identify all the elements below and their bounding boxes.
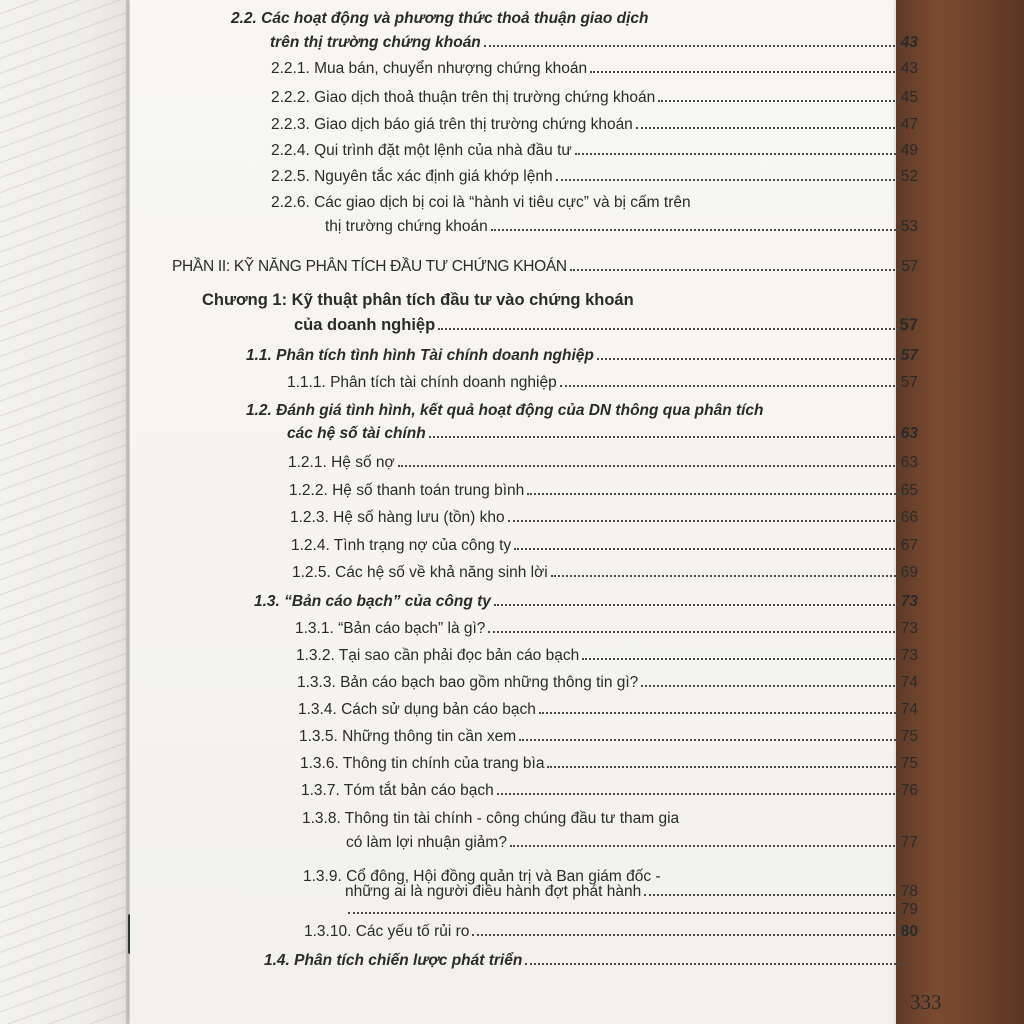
toc-page-ref: 57 bbox=[900, 374, 918, 391]
toc-page-ref: 80 bbox=[900, 923, 918, 940]
toc-entry bbox=[271, 56, 918, 78]
dot-leader bbox=[539, 712, 899, 714]
toc-entry bbox=[296, 643, 918, 665]
toc-entry bbox=[300, 751, 918, 773]
page-stack-texture bbox=[0, 0, 128, 1024]
toc-page-ref: 75 bbox=[900, 755, 918, 772]
toc-entry-text: 1.2.5. Các hệ số về khả năng sinh lời bbox=[292, 564, 548, 581]
dot-leader bbox=[508, 520, 899, 522]
book-page bbox=[130, 0, 942, 1024]
toc-page-ref: 75 bbox=[900, 728, 918, 745]
toc-entry-text: 2.2.4. Qui trình đặt một lệnh của nhà đầu tư bbox=[271, 142, 572, 159]
toc-entry-text: 2.2.2. Giao dịch thoả thuận trên thị trường chứng khoán bbox=[271, 89, 656, 106]
dot-leader bbox=[429, 436, 899, 438]
dot-leader bbox=[590, 71, 899, 73]
toc-page-ref: 73 bbox=[900, 593, 918, 610]
toc-entry-text: 1.3.6. Thông tin chính của trang bìa bbox=[300, 755, 545, 772]
toc-entry bbox=[346, 830, 918, 852]
toc-entry-text: 1.1. Phân tích tình hình Tài chính doanh nghiệp bbox=[246, 347, 594, 364]
toc-page-ref: 43 bbox=[900, 60, 918, 77]
dot-leader bbox=[525, 963, 908, 965]
toc-page-ref: 57 bbox=[901, 258, 918, 275]
dot-leader bbox=[488, 631, 898, 633]
dot-leader bbox=[641, 685, 898, 687]
toc-entry-continuation: các hệ số tài chính bbox=[287, 425, 426, 442]
dot-leader bbox=[527, 493, 898, 495]
toc-entry bbox=[271, 112, 918, 134]
dot-leader bbox=[570, 269, 900, 271]
toc-entry-text: 1.3.4. Cách sử dụng bản cáo bạch bbox=[298, 701, 536, 718]
toc-page-ref: 63 bbox=[900, 454, 918, 471]
toc-page-ref: 52 bbox=[900, 168, 918, 185]
toc-entry bbox=[325, 214, 918, 236]
toc-entry-text: 1.3.2. Tại sao cần phải đọc bản cáo bạch bbox=[296, 647, 580, 664]
dot-leader bbox=[348, 912, 899, 914]
toc-page-ref: 67 bbox=[900, 537, 918, 554]
toc-entry bbox=[289, 478, 918, 500]
dot-leader bbox=[491, 229, 899, 231]
toc-entry-text: 1.3.9. Cổ đông, Hội đồng quản trị và Ban giám đốc - bbox=[303, 868, 661, 885]
dot-leader bbox=[510, 845, 899, 847]
dot-leader bbox=[556, 179, 899, 181]
toc-heading bbox=[302, 806, 679, 828]
dot-leader bbox=[597, 358, 899, 360]
dot-leader bbox=[658, 100, 899, 102]
toc-page-ref: 79 bbox=[900, 901, 918, 918]
toc-page-ref: 73 bbox=[900, 620, 918, 637]
toc-page-ref: 63 bbox=[900, 425, 918, 442]
dot-leader bbox=[494, 604, 899, 606]
toc-entry bbox=[271, 138, 918, 160]
toc-page-ref: 65 bbox=[900, 482, 918, 499]
toc-heading bbox=[231, 6, 648, 28]
toc-entry bbox=[287, 370, 918, 392]
toc-page-ref: 57 bbox=[900, 347, 918, 364]
toc-entry-text: 1.3.1. “Bản cáo bạch” là gì? bbox=[295, 620, 486, 637]
toc-page-ref: 49 bbox=[900, 142, 918, 159]
toc-entry-continuation: của doanh nghiệp bbox=[294, 316, 436, 334]
toc-entry-text: 1.4. Phân tích chiến lược phát triển bbox=[264, 952, 523, 969]
toc-entry-text: 1.2.3. Hệ số hàng lưu (tồn) kho bbox=[290, 509, 505, 526]
toc-part bbox=[172, 254, 918, 276]
toc-entry-text: 1.3.8. Thông tin tài chính - công chúng đầu tư tham gia bbox=[302, 810, 680, 827]
toc-entry-text: 1.2.1. Hệ số nợ bbox=[288, 454, 395, 471]
toc-page-ref: 69 bbox=[900, 564, 918, 581]
dot-leader bbox=[636, 127, 899, 129]
toc-entry bbox=[288, 450, 918, 472]
toc-entry bbox=[301, 778, 918, 800]
toc-entry bbox=[304, 919, 918, 941]
dot-leader bbox=[582, 658, 899, 660]
toc-entry bbox=[298, 697, 918, 719]
toc-page-ref: 53 bbox=[900, 218, 918, 235]
toc-entry bbox=[271, 164, 918, 186]
toc-entry-text: 2.2.1. Mua bán, chuyển nhượng chứng khoán bbox=[271, 60, 588, 77]
toc-entry-text: 2.2.3. Giao dịch báo giá trên thị trường chứng khoán bbox=[271, 116, 633, 133]
page-number: 333 bbox=[910, 990, 942, 1014]
dot-leader bbox=[519, 739, 899, 741]
toc-page-ref: 43 bbox=[900, 34, 918, 51]
toc-entry-text: 2.2.5. Nguyên tắc xác định giá khớp lệnh bbox=[271, 168, 553, 185]
toc-page-ref: 77 bbox=[900, 834, 918, 851]
toc-entry-text: 1.1.1. Phân tích tài chính doanh nghiệp bbox=[287, 374, 557, 391]
dot-leader bbox=[644, 894, 899, 896]
toc-entry bbox=[264, 948, 910, 970]
toc-entry-text: 1.3.3. Bản cáo bạch bao gồm những thông tin gì? bbox=[297, 674, 639, 691]
toc-chapter bbox=[202, 288, 634, 310]
toc-entry bbox=[246, 343, 918, 365]
dot-leader bbox=[438, 328, 897, 330]
toc-entry-text: 1.3.10. Các yếu tố rủi ro bbox=[304, 923, 470, 940]
dot-leader bbox=[484, 45, 899, 47]
dot-leader bbox=[514, 548, 899, 550]
toc-entry-continuation: có làm lợi nhuận giảm? bbox=[346, 834, 507, 851]
toc-entry-text: 1.2.4. Tình trạng nợ của công ty bbox=[291, 537, 512, 554]
toc-entry bbox=[290, 505, 918, 527]
page-edge bbox=[126, 0, 129, 1024]
toc-entry-continuation: trên thị trường chứng khoán bbox=[270, 34, 481, 51]
toc-entry-text: 1.3.5. Những thông tin cần xem bbox=[299, 728, 517, 745]
toc-entry bbox=[295, 616, 918, 638]
toc-heading bbox=[246, 398, 764, 420]
toc-entry bbox=[287, 421, 918, 443]
toc-entry bbox=[254, 589, 918, 611]
toc-heading bbox=[271, 190, 691, 212]
toc-entry-continuation: thị trường chứng khoán bbox=[325, 218, 488, 235]
toc-entry-text: Chương 1: Kỹ thuật phân tích đầu tư vào chứng khoán bbox=[202, 291, 634, 309]
toc-page-ref: 45 bbox=[900, 89, 918, 106]
toc-page-ref: 66 bbox=[900, 509, 918, 526]
toc-entry bbox=[345, 897, 918, 919]
toc-entry bbox=[291, 533, 918, 555]
toc-page-ref: 47 bbox=[900, 116, 918, 133]
dot-leader bbox=[547, 766, 898, 768]
toc-entry-continuation: những ai là người điều hành đợt phát hành bbox=[345, 883, 642, 900]
toc-entry-text: 2.2.6. Các giao dịch bị coi là “hành vi tiêu cực” và bị cấm trên bbox=[271, 194, 691, 211]
toc-entry-text: 1.3. “Bản cáo bạch” của công ty bbox=[254, 593, 491, 610]
toc-entry bbox=[297, 670, 918, 692]
toc-entry-text: 1.2.2. Hệ số thanh toán trung bình bbox=[289, 482, 525, 499]
toc-page-ref: 57 bbox=[899, 316, 918, 334]
toc-entry-text: 1.2. Đánh giá tình hình, kết quả hoạt động của DN thông qua phân tích bbox=[246, 402, 764, 419]
toc-page-ref: 74 bbox=[900, 701, 918, 718]
dot-leader bbox=[575, 153, 899, 155]
toc-page-ref: 73 bbox=[900, 647, 918, 664]
toc-entry-text: 1.3.7. Tóm tắt bản cáo bạch bbox=[301, 782, 494, 799]
toc-page-ref: 76 bbox=[900, 782, 918, 799]
toc-page-ref: 74 bbox=[900, 674, 918, 691]
dot-leader bbox=[497, 793, 899, 795]
toc-entry-text: PHẦN II: KỸ NĂNG PHÂN TÍCH ĐẦU TƯ CHỨNG KHOÁN bbox=[172, 258, 567, 275]
dot-leader bbox=[551, 575, 899, 577]
toc-entry bbox=[299, 724, 918, 746]
dot-leader bbox=[560, 385, 899, 387]
toc-entry bbox=[292, 560, 918, 582]
toc-entry bbox=[271, 85, 918, 107]
toc-page-ref: 78 bbox=[900, 883, 918, 900]
dot-leader bbox=[472, 934, 898, 936]
toc-entry bbox=[294, 313, 918, 335]
toc-entry bbox=[270, 30, 918, 52]
toc-entry-text: 2.2. Các hoạt động và phương thức thoả thuận giao dịch bbox=[231, 10, 649, 27]
dot-leader bbox=[398, 465, 899, 467]
